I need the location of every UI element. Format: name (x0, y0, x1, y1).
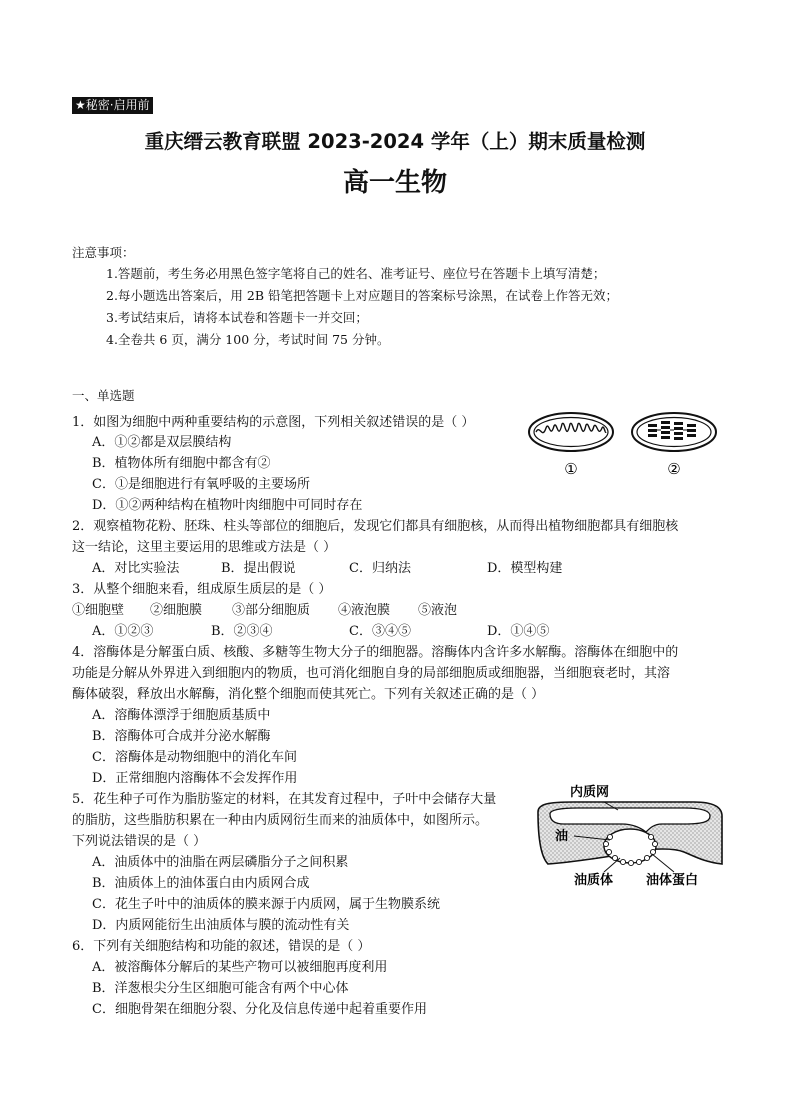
question-4-option-b: B．溶酶体可合成并分泌水解酶 (92, 729, 271, 744)
fig-label-oleosin: 油体蛋白 (646, 873, 699, 888)
fig-label-oil-body: 油质体 (574, 873, 614, 888)
question-3-option-b: B．②③④ (211, 624, 273, 639)
question-2-option-d: D．模型构建 (487, 561, 563, 576)
note-item: 1.答题前，考生务必用黑色签字笔将自己的姓名、准考证号、座位号在答题卡上填写清楚； (106, 266, 606, 281)
note-item: 2.每小题选出答案后，用 2B 铅笔把答题卡上对应题目的答案标号涂黑，在试卷上作答无效； (106, 288, 619, 303)
oil-body-figure (534, 782, 730, 890)
question-3-option-d: D．①④⑤ (487, 624, 550, 639)
question-1-option-c: C．①是细胞进行有氧呼吸的主要场所 (92, 477, 310, 492)
fig-label-er: 内质网 (570, 785, 610, 800)
question-5-stem-cont: 下列说法错误的是（ ） (72, 834, 207, 849)
question-4-stem-cont: 功能是分解从外界进入到细胞内的物质，也可消化细胞自身的局部细胞质或细胞器，当细胞衰老时，其溶 (72, 666, 671, 681)
question-3-option-c: C．③④⑤ (349, 624, 411, 639)
mitochondrion-icon (529, 413, 613, 451)
question-2-stem: 2．观察植物花粉、胚珠、柱头等部位的细胞后，发现它们都具有细胞核，从而得出植物细胞都具有细胞核 (72, 519, 679, 534)
question-3-item: ③部分细胞质 (232, 603, 311, 618)
exam-subject: 高一生物 (342, 168, 447, 198)
question-4-option-a: A．溶酶体漂浮于细胞质基质中 (92, 708, 271, 723)
question-2-stem-cont: 这一结论，这里主要运用的思维或方法是（ ） (72, 540, 337, 555)
question-1-option-b: B．植物体所有细胞中都含有② (92, 456, 271, 471)
secret-label: ★秘密·启用前 (72, 97, 153, 114)
question-3-item: ①细胞壁 (72, 603, 125, 618)
question-1-option-a: A．①②都是双层膜结构 (92, 435, 232, 450)
question-3-item: ⑤液泡 (418, 603, 458, 618)
question-6-option-b: B．洋葱根尖分生区细胞可能含有两个中心体 (92, 981, 349, 996)
question-1-stem: 1．如图为细胞中两种重要结构的示意图，下列相关叙述错误的是（ ） (72, 415, 475, 430)
question-5-option-d: D．内质网能衍生出油质体与膜的流动性有关 (92, 918, 350, 933)
figure-label-2: ② (667, 460, 681, 478)
question-4-option-c: C．溶酶体是动物细胞中的消化车间 (92, 750, 297, 765)
question-5-option-a: A．油质体中的油脂在两层磷脂分子之间积累 (92, 855, 349, 870)
note-item: 4.全卷共 6 页，满分 100 分，考试时间 75 分钟。 (106, 332, 390, 347)
fig-label-oil: 油 (554, 829, 568, 844)
exam-title: 重庆缙云教育联盟 2023-2024 学年（上）期末质量检测 (144, 130, 646, 153)
figure-label-1: ① (564, 460, 578, 478)
question-6-stem: 6．下列有关细胞结构和功能的叙述，错误的是（ ） (72, 939, 371, 954)
question-4-stem-cont: 酶体破裂，释放出水解酶，消化整个细胞而使其死亡。下列有关叙述正确的是（ ） (72, 687, 545, 702)
note-item: 3.考试结束后，请将本试卷和答题卡一并交回； (106, 310, 368, 325)
question-6-option-c: C．细胞骨架在细胞分裂、分化及信息传递中起着重要作用 (92, 1002, 427, 1017)
question-3-item: ④液泡膜 (338, 603, 391, 618)
question-5-option-c: C．花生子叶中的油质体的膜来源于内质网，属于生物膜系统 (92, 897, 440, 912)
question-5-option-b: B．油质体上的油体蛋白由内质网合成 (92, 876, 310, 891)
question-4-stem: 4．溶酶体是分解蛋白质、核酸、多糖等生物大分子的细胞器。溶酶体内含许多水解酶。溶酶体在细胞中的 (72, 645, 679, 660)
question-6-option-a: A．被溶酶体分解后的某些产物可以被细胞再度利用 (92, 960, 388, 975)
notes-heading: 注意事项： (72, 245, 135, 260)
question-2-option-a: A．对比实验法 (92, 561, 180, 576)
organelle-figure (524, 410, 724, 482)
question-2-option-c: C．归纳法 (349, 561, 411, 576)
question-4-option-d: D．正常细胞内溶酶体不会发挥作用 (92, 771, 298, 786)
question-3-item: ②细胞膜 (150, 603, 203, 618)
question-5-stem: 5．花生种子可作为脂肪鉴定的材料，在其发育过程中，子叶中会储存大量 (72, 792, 497, 807)
chloroplast-icon (632, 413, 716, 451)
question-1-option-d: D．①②两种结构在植物叶肉细胞中可同时存在 (92, 498, 363, 513)
question-5-stem-cont: 的脂肪，这些脂肪积累在一种由内质网衍生而来的油质体中，如图所示。 (72, 813, 489, 828)
question-3-stem: 3．从整个细胞来看，组成原生质层的是（ ） (72, 582, 332, 597)
question-2-option-b: B．提出假说 (221, 561, 296, 576)
question-3-option-a: A．①②③ (92, 624, 154, 639)
section-heading: 一、单选题 (72, 388, 135, 403)
